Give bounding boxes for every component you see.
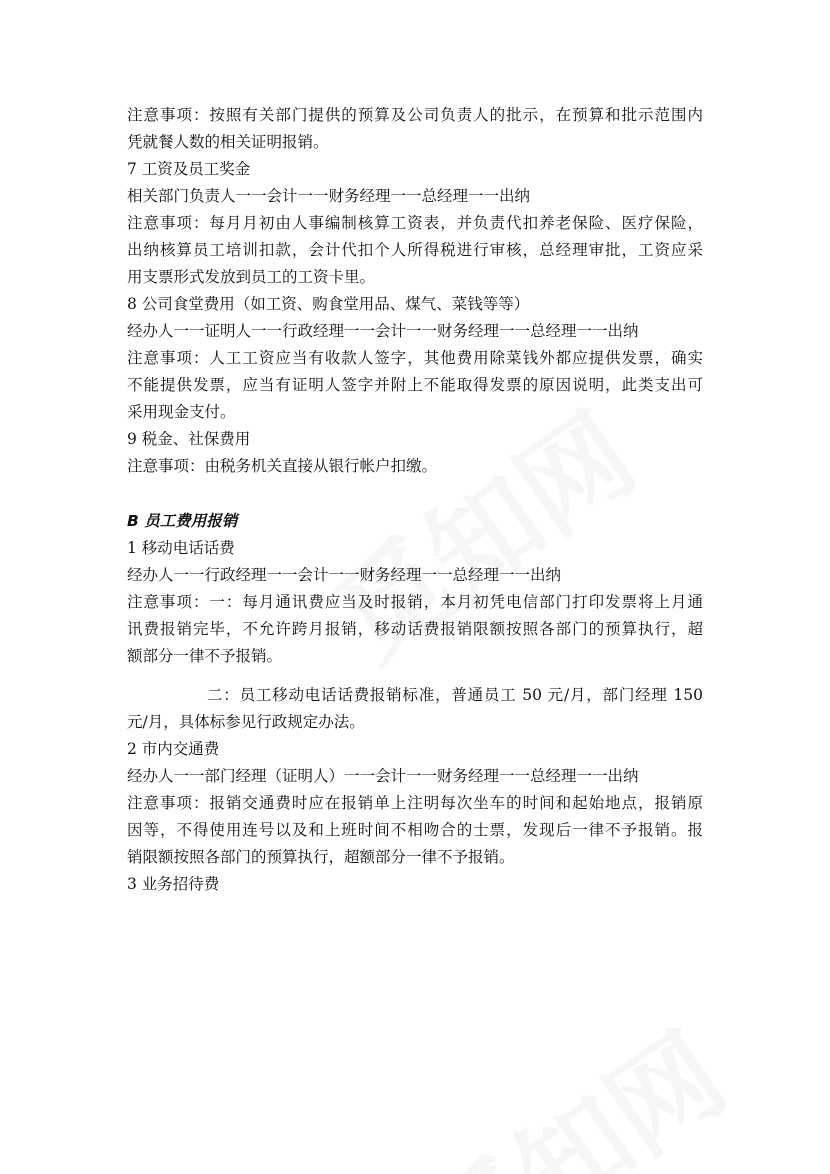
paragraph-note-b1-2 [127, 682, 703, 736]
text-line: 二：员工移动电话话费报销标准，普通员工 50 元/月，部门经理 150 [207, 686, 703, 704]
text-line: 注意事项：由税务机关直接从银行帐户扣缴。 [127, 457, 438, 475]
paragraph-note-8 [127, 345, 703, 426]
item-heading-b1 [127, 535, 703, 562]
spacer [127, 670, 703, 682]
approval-flow-7 [127, 183, 703, 210]
text-line: 注意事项：报销交通费时应在报销单上注明每次坐车的时间和起始地点，报销原 [127, 794, 703, 812]
text-line: 3 业务招待费 [127, 875, 220, 893]
text-line: 出纳核算员工培训扣款，会计代扣个人所得税进行审核，总经理审批，工资应采 [127, 241, 703, 259]
text-line: 不能提供发票，应当有证明人签字并附上不能取得发票的原因说明，此类支出可 [127, 376, 703, 394]
text-line: 9 税金、社保费用 [127, 430, 251, 448]
approval-flow-b2 [127, 763, 703, 790]
item-heading-9 [127, 426, 703, 453]
text-line: 讯费报销完毕，不允许跨月报销，移动话费报销限额按照各部门的预算执行，超 [127, 620, 703, 638]
item-heading-7 [127, 156, 703, 183]
text-line: 相关部门负责人一一会计一一财务经理一一总经理一一出纳 [127, 187, 531, 205]
approval-flow-8 [127, 318, 703, 345]
paragraph-note-9 [127, 453, 703, 480]
approval-flow-b1 [127, 562, 703, 589]
watermark [390, 991, 751, 1174]
text-line: 注意事项：每月月初由人事编制核算工资表，并负责代扣养老保险、医疗保险， [127, 214, 703, 232]
paragraph-note-b2 [127, 790, 703, 871]
text-line: 注意事项：人工工资应当有收款人签字，其他费用除菜钱外都应提供发票，确实 [127, 349, 703, 367]
paragraph-note-7 [127, 210, 703, 291]
text-line: 经办人一一行政经理一一会计一一财务经理一一总经理一一出纳 [127, 566, 562, 584]
item-heading-b2 [127, 736, 703, 763]
text-line: 8 公司食堂费用（如工资、购食堂用品、煤气、菜钱等等） [127, 295, 530, 313]
section-title-b: B 员工费用报销 [127, 512, 238, 530]
text-line: 元/月，具体标参见行政规定办法。 [127, 713, 365, 731]
paragraph-note-meal [127, 102, 703, 156]
text-line: 7 工资及员工奖金 [127, 160, 251, 178]
item-heading-b3 [127, 871, 703, 898]
text-line: 注意事项：一：每月通讯费应当及时报销，本月初凭电信部门打印发票将上月通 [127, 593, 703, 611]
document-body [127, 102, 703, 898]
text-line: 额部分一律不予报销。 [127, 647, 283, 665]
text-line: 经办人一一部门经理（证明人）一一会计一一财务经理一一总经理一一出纳 [127, 767, 639, 785]
text-line: 经办人一一证明人一一行政经理一一会计一一财务经理一一总经理一一出纳 [127, 322, 639, 340]
text-line: 2 市内交通费 [127, 740, 220, 758]
text-line: 用支票形式发放到员工的工资卡里。 [127, 268, 376, 286]
text-line: 注意事项：按照有关部门提供的预算及公司负责人的批示，在预算和批示范围内 [127, 106, 703, 124]
paragraph-note-b1 [127, 589, 703, 670]
text-line: 采用现金支付。 [127, 403, 236, 421]
text-line: 凭就餐人数的相关证明报销。 [127, 133, 329, 151]
text-line: 1 移动电话话费 [127, 539, 235, 557]
text-line: 销限额按照各部门的预算执行，超额部分一律不予报销。 [127, 848, 515, 866]
text-line: 因等，不得使用连号以及和上班时间不相吻合的士票，发现后一律不予报销。报 [127, 821, 703, 839]
item-heading-8 [127, 291, 703, 318]
